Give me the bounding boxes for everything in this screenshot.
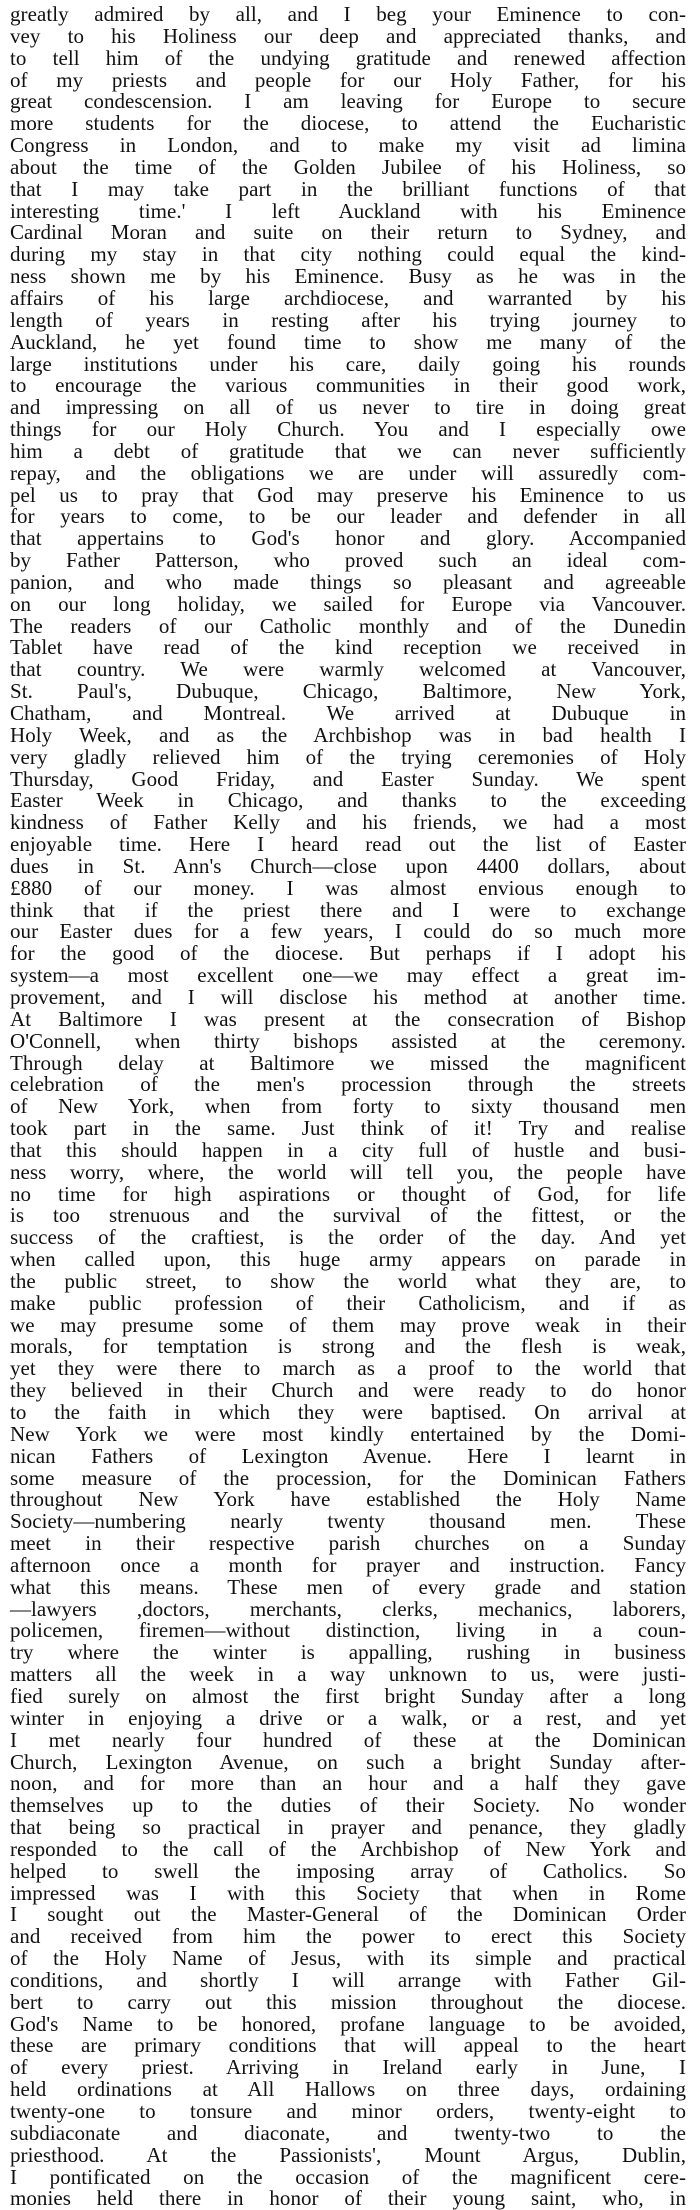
text-line: very gladly relieved him of the trying ceremonies of Holy	[10, 744, 686, 769]
text-line: that this should happen in a city full of hustle and busi-	[10, 1137, 686, 1162]
text-line: conditions, and shortly I will arrange with Father Gil-	[10, 1967, 686, 1992]
text-line: for the good of the diocese. But perhaps if I adopt his	[10, 941, 686, 966]
text-line: repay, and the obligations we are under will assuredly com-	[10, 460, 686, 485]
text-line: provement, and I will disclose his method at another time.	[10, 984, 686, 1009]
text-line: Holy Week, and as the Archbishop was in bad health I	[10, 722, 686, 747]
text-line: affairs of his large archdiocese, and warranted by his	[10, 285, 686, 310]
text-line: Tablet have read of the kind reception we received in	[10, 635, 686, 660]
text-line: winter in enjoying a drive or a walk, or a rest, and yet	[10, 1705, 686, 1730]
text-line: morals, for temptation is strong and the flesh is weak,	[10, 1334, 686, 1359]
text-line: throughout New York have established the Holy Name	[10, 1487, 686, 1512]
text-line: try where the winter is appalling, rushing in business	[10, 1640, 686, 1665]
text-line: twenty-one to tonsure and minor orders, twenty-eight to	[10, 2099, 686, 2123]
text-line: success of the craftiest, is the order of the day. And yet	[10, 1225, 686, 1250]
text-line: policemen, firemen—without distinction, living in a coun-	[10, 1618, 686, 1643]
text-line: I met nearly four hundred of these at the Dominican	[10, 1727, 686, 1752]
text-line: I pontificated on the occasion of the magnificent cere-	[10, 2164, 686, 2189]
text-line: meet in their respective parish churches on a Sunday	[10, 1531, 686, 1556]
text-line: is too strenuous and the survival of the fittest, or the	[10, 1203, 686, 1228]
text-line: and impressing on all of us never to tire in doing great	[10, 395, 686, 420]
text-line: when called upon, this huge army appears on parade in	[10, 1247, 686, 1272]
text-line: afternoon once a month for prayer and instruction. Fancy	[10, 1552, 686, 1577]
text-line: helped to swell the imposing array of Catholics. So	[10, 1858, 686, 1883]
text-line: things for our Holy Church. You and I especially owe	[10, 417, 686, 442]
text-line: Auckland, he yet found time to show me many of the	[10, 329, 686, 354]
text-line: make public profession of their Catholicism, and if as	[10, 1290, 686, 1315]
text-line: themselves up to the duties of their Society. No wonder	[10, 1793, 686, 1818]
text-line: matters all the week in a way unknown to us, were justi-	[10, 1662, 686, 1687]
text-line: and received from him the power to erect this Society	[10, 1924, 686, 1949]
text-line: New York we were most kindly entertained by the Domi-	[10, 1421, 686, 1446]
text-line: O'Connell, when thirty bishops assisted at the ceremony.	[10, 1028, 686, 1053]
text-line: impressed was I with this Society that when in Rome	[10, 1880, 686, 1905]
text-line: that being so practical in prayer and penance, they gladly	[10, 1815, 686, 1840]
text-line: about the time of the Golden Jubilee of his Holiness, so	[10, 154, 686, 179]
text-line: Society—numbering nearly twenty thousand men. These	[10, 1509, 686, 1534]
text-line: took part in the same. Just think of it! Try and realise	[10, 1116, 686, 1141]
text-line: for years to come, to be our leader and defender in all	[10, 504, 686, 529]
text-line: pel us to pray that God may preserve his Eminence to us	[10, 482, 686, 507]
text-line: held ordinations at All Hallows on three days, ordaining	[10, 2077, 686, 2102]
text-line: system—a most excellent one—we may effect a great im-	[10, 963, 686, 988]
text-line: him a debt of gratitude that we can never sufficiently	[10, 438, 686, 463]
text-line: length of years in resting after his trying journey to	[10, 307, 686, 332]
text-line: on our long holiday, we sailed for Europe via Vancouver.	[10, 591, 686, 616]
text-line: more students for the diocese, to attend the Eucharistic	[10, 111, 686, 136]
text-line: God's Name to be honored, profane language to be avoided,	[10, 2011, 686, 2036]
text-line: that I may take part in the brilliant functions of that	[10, 176, 686, 201]
text-line: panion, and who made things so pleasant and agreeable	[10, 569, 686, 594]
text-line: Cardinal Moran and suite on their return to Sydney, and	[10, 220, 686, 245]
text-line: our Easter dues for a few years, I could do so much more	[10, 919, 686, 944]
text-line: yet they were there to march as a proof to the world that	[10, 1356, 686, 1381]
text-line: At Baltimore I was present at the consecration of Bishop	[10, 1006, 686, 1031]
text-line: responded to the call of the Archbishop of New York and	[10, 1836, 686, 1861]
text-line: vey to his Holiness our deep and appreciated thanks, and	[10, 23, 686, 48]
text-line: The readers of our Catholic monthly and of the Dunedin	[10, 613, 686, 638]
text-line: fied surely on almost the first bright Sunday after a long	[10, 1683, 686, 1708]
text-line: they believed in their Church and were ready to do honor	[10, 1378, 686, 1403]
text-line: greatly admired by all, and I beg your Eminence to con-	[10, 2, 686, 26]
text-line: St. Paul's, Dubuque, Chicago, Baltimore, New York,	[10, 679, 686, 704]
text-line: £880 of our money. I was almost envious enough to	[10, 875, 686, 900]
text-line: we may presume some of them may prove weak in their	[10, 1312, 686, 1337]
text-line: large institutions under his care, daily going his rounds	[10, 351, 686, 376]
text-line: of the Holy Name of Jesus, with its simple and practical	[10, 1946, 686, 1971]
text-line: the public street, to show the world what they are, to	[10, 1268, 686, 1293]
text-line: of every priest. Arriving in Ireland early in June, I	[10, 2055, 686, 2080]
text-line: that country. We were warmly welcomed at Vancouver,	[10, 657, 686, 682]
text-line: ness worry, where, the world will tell you, the people have	[10, 1159, 686, 1184]
text-line: Church, Lexington Avenue, on such a bright Sunday after-	[10, 1749, 686, 1774]
text-line: what this means. These men of every grade and station	[10, 1574, 686, 1599]
text-line: think that if the priest there and I were to exchange	[10, 897, 686, 922]
text-line: some measure of the procession, for the Dominican Fathers	[10, 1465, 686, 1490]
text-line: to encourage the various communities in their good work,	[10, 373, 686, 398]
text-line: that appertains to God's honor and glory. Accompanied	[10, 526, 686, 551]
text-line: by Father Patterson, who proved such an ideal com-	[10, 548, 686, 573]
text-line: to tell him of the undying gratitude and renewed affection	[10, 45, 686, 70]
text-line: Through delay at Baltimore we missed the magnificent	[10, 1050, 686, 1075]
text-line: Thursday, Good Friday, and Easter Sunday. We spent	[10, 766, 686, 791]
text-line: noon, and for more than an hour and a half they gave	[10, 1771, 686, 1796]
text-line: these are primary conditions that will appeal to the heart	[10, 2033, 686, 2058]
text-line: bert to carry out this mission throughout the diocese.	[10, 1989, 686, 2014]
text-line: subdiaconate and diaconate, and twenty-two to the	[10, 2120, 686, 2145]
text-line: great condescension. I am leaving for Europe to secure	[10, 89, 686, 114]
text-line: enjoyable time. Here I heard read out the list of Easter	[10, 832, 686, 857]
text-line: Chatham, and Montreal. We arrived at Dubuque in	[10, 701, 686, 725]
text-line: —lawyers ,doctors, merchants, clerks, mechanics, laborers,	[10, 1596, 686, 1621]
article-text-column	[10, 4, 686, 2210]
text-line: Congress in London, and to make my visit ad limina	[10, 133, 686, 158]
text-line: kindness of Father Kelly and his friends, we had a most	[10, 810, 686, 835]
text-line: interesting time.' I left Auckland with his Eminence	[10, 198, 686, 223]
text-line: celebration of the men's procession through the streets	[10, 1072, 686, 1097]
text-line: Easter Week in Chicago, and thanks to the exceeding	[10, 788, 686, 813]
text-line: I sought out the Master-General of the Dominican Order	[10, 1902, 686, 1927]
text-line: nican Fathers of Lexington Avenue. Here I learnt in	[10, 1443, 686, 1468]
text-line: dues in St. Ann's Church—close upon 4400 dollars, about	[10, 853, 686, 878]
text-line: to the faith in which they were baptised. On arrival at	[10, 1400, 686, 1424]
text-line: of New York, when from forty to sixty thousand men	[10, 1094, 686, 1119]
text-line: no time for high aspirations or thought of God, for life	[10, 1181, 686, 1206]
text-line: monies held there in honor of their young saint, who, in	[10, 2186, 686, 2210]
text-line: priesthood. At the Passionists', Mount Argus, Dublin,	[10, 2142, 686, 2167]
text-line: of my priests and people for our Holy Father, for his	[10, 67, 686, 92]
text-line: during my stay in that city nothing could equal the kind-	[10, 242, 686, 267]
text-line: ness shown me by his Eminence. Busy as he was in the	[10, 264, 686, 289]
